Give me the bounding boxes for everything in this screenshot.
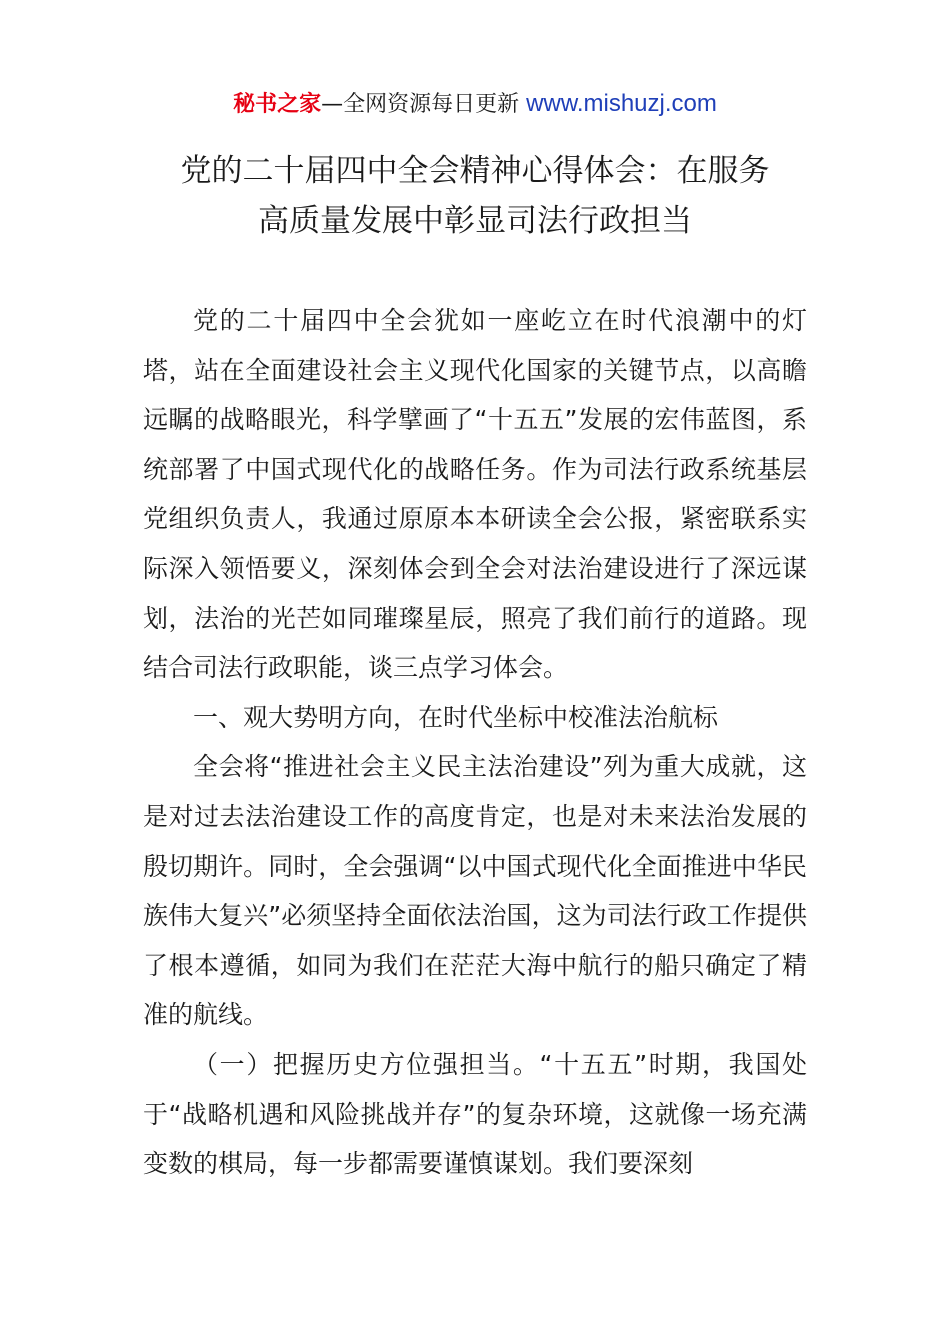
paragraph-intro: 党的二十届四中全会犹如一座屹立在时代浪潮中的灯塔，站在全面建设社会主义现代化国家的关键节点，以高瞻远瞩的战略眼光，科学擘画了“十五五”发展的宏伟蓝图，系统部署了中国式现代化的战略任务。作为司法行政系统基层党组织负责人，我通过原原本本研读全会公报，紧密联系实际深入领悟要义，深刻体会到全会对法治建设进行了深远谋划，法治的光芒如同璀璨星辰，照亮了我们前行的道路。现结合司法行政职能，谈三点学习体会。 xyxy=(143,306,807,683)
title-line-2: 高质量发展中彰显司法行政担当 xyxy=(258,203,692,239)
site-header xyxy=(0,88,950,121)
section-heading-1: 一、观大势明方向，在时代坐标中校准法治航标 xyxy=(193,702,719,732)
paragraph-subsection-1: （一）把握历史方位强担当。“十五五”时期，我国处于“战略机遇和风险挑战并存”的复杂环境，这就像一场充满变数的棋局，每一步都需要谨慎谋划。我们要深刻 xyxy=(143,1049,807,1179)
paragraph-section-1: 全会将“推进社会主义民主法治建设”列为重大成就，这是对过去法治建设工作的高度肯定，也是对未来法治发展的殷切期许。同时，全会强调“以中国式现代化全面推进中华民族伟大复兴”必须坚持全面依法治国，这为司法行政工作提供了根本遵循，如同为我们在茫茫大海中航行的船只确定了精准的航线。 xyxy=(143,752,807,1030)
title-line-1: 党的二十届四中全会精神心得体会：在服务 xyxy=(180,153,770,189)
document-body xyxy=(143,296,807,1189)
document-title xyxy=(0,146,950,246)
site-url-link[interactable]: www.mishuzj.com xyxy=(526,90,717,117)
brand-name: 秘书之家 xyxy=(233,92,322,117)
header-slogan: —全网资源每日更新 xyxy=(321,92,527,117)
